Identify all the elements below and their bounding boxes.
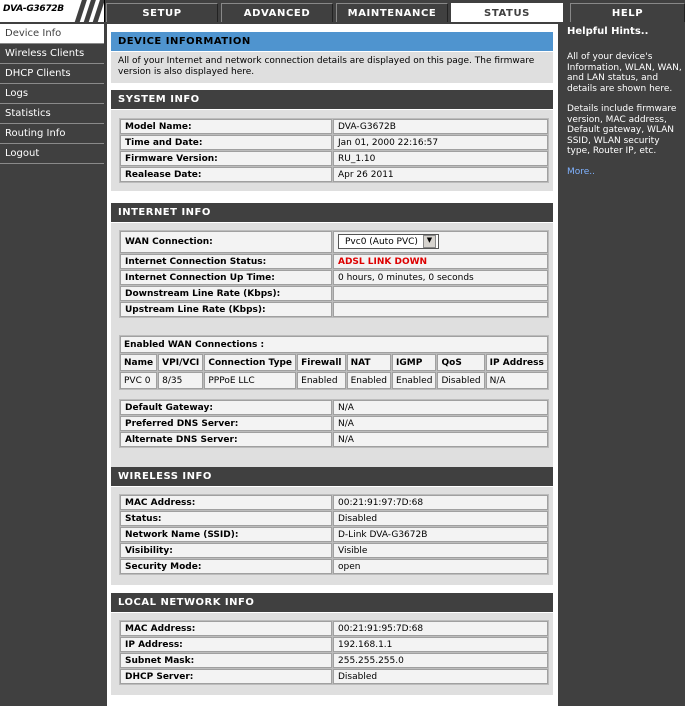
- row-value: 00:21:91:95:7D:68: [333, 621, 548, 636]
- more-link[interactable]: More..: [567, 166, 596, 177]
- wireless-info-title: WIRELESS INFO: [111, 467, 553, 486]
- hints-title: Helpful Hints..: [567, 26, 649, 37]
- hints-paragraph: All of your device's Information, WLAN, WAN, and LAN status, and details are shown here.: [567, 52, 682, 94]
- local-network-table: [119, 620, 549, 685]
- row-label: Status:: [120, 511, 332, 526]
- column-header: Connection Type: [204, 354, 296, 371]
- row-label: Preferred DNS Server:: [120, 416, 332, 431]
- wan-connection-select[interactable]: [338, 234, 439, 249]
- table-cell: Enabled: [347, 372, 391, 389]
- sidebar: [0, 24, 104, 164]
- top-bar: [0, 0, 685, 22]
- table-cell: Enabled: [297, 372, 345, 389]
- row-label: Time and Date:: [120, 135, 332, 150]
- tab-advanced[interactable]: ADVANCED: [221, 3, 333, 22]
- wireless-info-table: [119, 494, 549, 575]
- main-content: [107, 24, 558, 706]
- row-label: Internet Connection Up Time:: [120, 270, 332, 285]
- row-label: Realease Date:: [120, 167, 332, 182]
- row-value: [333, 302, 548, 317]
- sidebar-item-dhcp-clients[interactable]: DHCP Clients: [0, 64, 104, 84]
- row-value: [333, 286, 548, 301]
- table-row: [120, 637, 548, 652]
- table-row: [120, 270, 548, 285]
- wan-connection-cell: [333, 231, 548, 253]
- table-row: [120, 302, 548, 317]
- table-row: [120, 621, 548, 636]
- table-row: [120, 416, 548, 431]
- row-value: RU_1.10: [333, 151, 548, 166]
- sidebar-item-wireless-clients[interactable]: Wireless Clients: [0, 44, 104, 64]
- table-row: [120, 559, 548, 574]
- table-row: [120, 543, 548, 558]
- wan-connection-value: Pvc0 (Auto PVC): [345, 236, 418, 247]
- column-header: QoS: [437, 354, 484, 371]
- row-label: Model Name:: [120, 119, 332, 134]
- tab-help[interactable]: HELP: [570, 3, 685, 22]
- column-header: Name: [120, 354, 157, 371]
- row-value: Disabled: [333, 511, 548, 526]
- sidebar-item-logout[interactable]: Logout: [0, 144, 104, 164]
- row-label: Firmware Version:: [120, 151, 332, 166]
- row-value: N/A: [333, 400, 548, 415]
- table-header-row: [120, 354, 548, 371]
- table-row: [120, 231, 548, 253]
- logo: [0, 0, 105, 22]
- row-label: Visibility:: [120, 543, 332, 558]
- table-row: [120, 151, 548, 166]
- table-row: [120, 527, 548, 542]
- table-row: [120, 254, 548, 269]
- column-header: IP Address: [486, 354, 548, 371]
- table-row: [120, 653, 548, 668]
- row-label: Alternate DNS Server:: [120, 432, 332, 447]
- sidebar-item-routing-info[interactable]: Routing Info: [0, 124, 104, 144]
- table-row: [120, 495, 548, 510]
- row-label: Subnet Mask:: [120, 653, 332, 668]
- logo-text: DVA-G3672B: [3, 4, 64, 14]
- table-row: [120, 372, 548, 389]
- row-value: Disabled: [333, 669, 548, 684]
- row-label: MAC Address:: [120, 621, 332, 636]
- row-value: Jan 01, 2000 22:16:57: [333, 135, 548, 150]
- table-row: [120, 135, 548, 150]
- table-cell: PVC 0: [120, 372, 157, 389]
- internet-info-title: INTERNET INFO: [111, 203, 553, 222]
- row-value: N/A: [333, 416, 548, 431]
- table-cell: Enabled: [392, 372, 436, 389]
- table-cell: Disabled: [437, 372, 484, 389]
- table-row: [120, 119, 548, 134]
- internet-status-table: [119, 230, 549, 318]
- table-row: [120, 400, 548, 415]
- device-info-title: DEVICE INFORMATION: [111, 32, 553, 51]
- wan-connections-title: Enabled WAN Connections :: [120, 336, 548, 353]
- sidebar-item-statistics[interactable]: Statistics: [0, 104, 104, 124]
- column-header: IGMP: [392, 354, 436, 371]
- tab-maintenance[interactable]: MAINTENANCE: [336, 3, 448, 22]
- sidebar-item-device-info[interactable]: Device Info: [0, 24, 104, 44]
- dns-table: [119, 399, 549, 448]
- table-row: [120, 286, 548, 301]
- row-value: Visible: [333, 543, 548, 558]
- table-row: [120, 669, 548, 684]
- row-value: DVA-G3672B: [333, 119, 548, 134]
- row-value: Apr 26 2011: [333, 167, 548, 182]
- device-info-description: All of your Internet and network connection details are displayed on this page. The firmware version is also displayed here.: [111, 52, 553, 83]
- row-value: 192.168.1.1: [333, 637, 548, 652]
- table-row: [120, 511, 548, 526]
- row-value: 255.255.255.0: [333, 653, 548, 668]
- chevron-down-icon[interactable]: ▼: [423, 235, 436, 248]
- row-label: Network Name (SSID):: [120, 527, 332, 542]
- tab-status[interactable]: STATUS: [451, 3, 563, 22]
- row-value: N/A: [333, 432, 548, 447]
- row-value: D-Link DVA-G3672B: [333, 527, 548, 542]
- sidebar-item-logs[interactable]: Logs: [0, 84, 104, 104]
- column-header: NAT: [347, 354, 391, 371]
- column-header: VPI/VCI: [158, 354, 203, 371]
- table-cell: PPPoE LLC: [204, 372, 296, 389]
- tab-setup[interactable]: SETUP: [106, 3, 218, 22]
- row-label: Security Mode:: [120, 559, 332, 574]
- column-header: Firewall: [297, 354, 345, 371]
- wan-connection-label: WAN Connection:: [120, 231, 332, 253]
- row-label: DHCP Server:: [120, 669, 332, 684]
- row-label: Internet Connection Status:: [120, 254, 332, 269]
- row-label: Upstream Line Rate (Kbps):: [120, 302, 332, 317]
- row-value: 00:21:91:97:7D:68: [333, 495, 548, 510]
- helpful-hints-panel: [566, 24, 685, 187]
- row-label: IP Address:: [120, 637, 332, 652]
- hints-paragraph: Details include firmware version, MAC address, Default gateway, WLAN SSID, WLAN security type, Router IP, etc.: [567, 104, 677, 156]
- table-row: [120, 167, 548, 182]
- table-title-row: [120, 336, 548, 353]
- row-value: open: [333, 559, 548, 574]
- table-cell: 8/35: [158, 372, 203, 389]
- row-value: 0 hours, 0 minutes, 0 seconds: [333, 270, 548, 285]
- table-row: [120, 432, 548, 447]
- row-label: Downstream Line Rate (Kbps):: [120, 286, 332, 301]
- table-cell: N/A: [486, 372, 548, 389]
- system-info-table: [119, 118, 549, 183]
- row-label: Default Gateway:: [120, 400, 332, 415]
- local-network-info-title: LOCAL NETWORK INFO: [111, 593, 553, 612]
- wan-connections-table: [119, 335, 549, 390]
- row-label: MAC Address:: [120, 495, 332, 510]
- connection-status-value: ADSL LINK DOWN: [333, 254, 548, 269]
- system-info-title: SYSTEM INFO: [111, 90, 553, 109]
